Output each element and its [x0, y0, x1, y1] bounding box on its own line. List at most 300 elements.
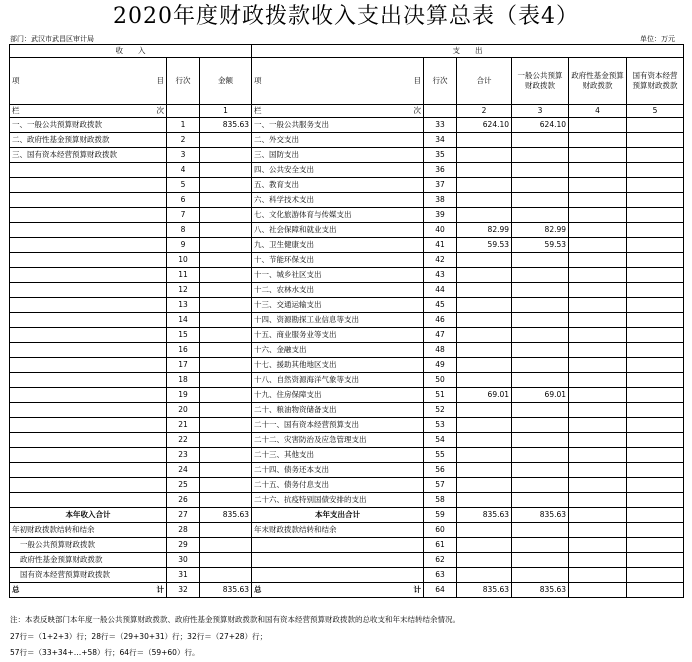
income-item-label	[10, 373, 167, 388]
expense-header: 支 出	[252, 45, 684, 58]
income-row-number: 23	[167, 448, 200, 463]
expense-general-budget	[512, 208, 569, 223]
empty-cell	[627, 508, 684, 523]
income-row-number: 32	[167, 583, 200, 598]
expense-fund-budget	[569, 418, 627, 433]
income-row-number: 1	[167, 118, 200, 133]
expense-item-label: 四、公共安全支出	[252, 163, 424, 178]
expense-fund-budget	[569, 178, 627, 193]
expense-fund-budget	[569, 478, 627, 493]
expense-total	[457, 358, 512, 373]
income-amount	[200, 433, 252, 448]
income-amount	[200, 208, 252, 223]
income-item-label	[10, 208, 167, 223]
income-amount	[200, 478, 252, 493]
expense-item-label: 五、教育支出	[252, 178, 424, 193]
income-amount	[200, 193, 252, 208]
income-grand-total-amount: 835.63	[200, 583, 252, 598]
expense-general-budget	[512, 268, 569, 283]
expense-row-number: 51	[424, 388, 457, 403]
table-row	[10, 133, 684, 148]
column-index-row	[10, 105, 684, 118]
income-item-label: 二、政府性基金预算财政拨款	[10, 133, 167, 148]
expense-state-capital	[627, 358, 684, 373]
income-item-label	[10, 223, 167, 238]
expense-state-capital	[627, 493, 684, 508]
expense-state-capital	[627, 283, 684, 298]
income-row-number: 16	[167, 343, 200, 358]
expense-carryover-label	[252, 553, 424, 568]
expense-fund-budget	[569, 373, 627, 388]
expense-total	[457, 403, 512, 418]
income-item-label	[10, 328, 167, 343]
expense-carryover-label	[252, 538, 424, 553]
expense-item-label: 十七、援助其他地区支出	[252, 358, 424, 373]
expense-state-capital	[627, 148, 684, 163]
expense-general-budget	[512, 313, 569, 328]
empty-cell	[627, 583, 684, 598]
footnote-line: 57行＝（33+34+…+58）行；64行＝（59+60）行。	[10, 648, 200, 657]
expense-state-capital	[627, 133, 684, 148]
expense-total: 69.01	[457, 388, 512, 403]
empty-cell	[569, 583, 627, 598]
lanci-cell: 栏 次	[10, 105, 167, 118]
expense-row-number: 45	[424, 298, 457, 313]
income-row-number: 13	[167, 298, 200, 313]
empty-cell	[569, 523, 627, 538]
expense-state-capital	[627, 298, 684, 313]
expense-row-number: 49	[424, 358, 457, 373]
income-item-label	[10, 433, 167, 448]
expense-total	[457, 178, 512, 193]
income-row-number: 28	[167, 523, 200, 538]
expense-fund-budget	[569, 208, 627, 223]
expense-fund-budget	[569, 283, 627, 298]
expense-total	[457, 478, 512, 493]
empty-cell	[200, 553, 252, 568]
expense-row-number: 36	[424, 163, 457, 178]
expense-total: 82.99	[457, 223, 512, 238]
expense-fund-budget	[569, 343, 627, 358]
empty-cell	[457, 568, 512, 583]
expense-total	[457, 343, 512, 358]
col-index-4: 4	[569, 105, 627, 118]
expense-general-budget: 624.10	[512, 118, 569, 133]
income-row-number: 14	[167, 313, 200, 328]
empty-cell	[457, 523, 512, 538]
fund-budget-header: 政府性基金预算财政拨款	[569, 58, 627, 105]
income-amount: 835.63	[200, 118, 252, 133]
expense-general-budget: 82.99	[512, 223, 569, 238]
expense-fund-budget	[569, 253, 627, 268]
expense-item-label: 三、国防支出	[252, 148, 424, 163]
expense-total	[457, 493, 512, 508]
expense-item-label: 十一、城乡社区支出	[252, 268, 424, 283]
col-index-3: 3	[512, 105, 569, 118]
table-row	[10, 433, 684, 448]
expense-state-capital	[627, 118, 684, 133]
income-row-number: 22	[167, 433, 200, 448]
table-row	[10, 178, 684, 193]
expense-total	[457, 193, 512, 208]
table-row	[10, 328, 684, 343]
income-item-label	[10, 463, 167, 478]
expense-item-label: 二十二、灾害防治及应急管理支出	[252, 433, 424, 448]
lanci-cell: 栏 次	[252, 105, 424, 118]
expense-row-number: 58	[424, 493, 457, 508]
expense-general-budget	[512, 193, 569, 208]
expense-state-capital	[627, 388, 684, 403]
expense-row-number: 61	[424, 538, 457, 553]
expense-state-capital	[627, 478, 684, 493]
income-item-label	[10, 403, 167, 418]
income-item-label	[10, 193, 167, 208]
expense-item-label: 十五、商业服务业等支出	[252, 328, 424, 343]
expense-row-number: 47	[424, 328, 457, 343]
income-carryover-label: 政府性基金预算财政拨款	[10, 553, 167, 568]
empty-cell	[200, 538, 252, 553]
income-amount	[200, 238, 252, 253]
expense-row-number: 62	[424, 553, 457, 568]
expense-item-label: 二十六、抗疫特别国债安排的支出	[252, 493, 424, 508]
income-item-label	[10, 493, 167, 508]
expense-item-label: 十八、自然资源海洋气象等支出	[252, 373, 424, 388]
income-item-label: 三、国有资本经营预算财政拨款	[10, 148, 167, 163]
expense-row-number: 39	[424, 208, 457, 223]
expense-row-number: 37	[424, 178, 457, 193]
table-row	[10, 253, 684, 268]
expense-total	[457, 283, 512, 298]
empty-cell	[512, 568, 569, 583]
table-row	[10, 373, 684, 388]
expense-state-capital	[627, 163, 684, 178]
expense-total	[457, 418, 512, 433]
expense-row-number: 48	[424, 343, 457, 358]
expense-row-number: 35	[424, 148, 457, 163]
expense-general-budget	[512, 283, 569, 298]
expense-row-number: 42	[424, 253, 457, 268]
expense-state-capital	[627, 313, 684, 328]
table-row	[10, 343, 684, 358]
expense-row-number: 63	[424, 568, 457, 583]
expense-row-number: 43	[424, 268, 457, 283]
expense-item-label: 二十一、国有资本经营预算支出	[252, 418, 424, 433]
empty-cell	[569, 553, 627, 568]
expense-row-number: 59	[424, 508, 457, 523]
header-row-columns	[10, 58, 684, 105]
income-carryover-label: 国有资本经营预算财政拨款	[10, 568, 167, 583]
income-row-number: 31	[167, 568, 200, 583]
table-row	[10, 298, 684, 313]
expense-item-label: 六、科学技术支出	[252, 193, 424, 208]
expense-state-capital	[627, 223, 684, 238]
empty-cell	[457, 538, 512, 553]
income-row-number: 4	[167, 163, 200, 178]
general-budget-header: 一般公共预算财政拨款	[512, 58, 569, 105]
expense-general-budget	[512, 253, 569, 268]
expense-subtotal-general: 835.63	[512, 508, 569, 523]
income-amount	[200, 163, 252, 178]
income-row-number: 2	[167, 133, 200, 148]
empty-cell	[627, 568, 684, 583]
carryover-row	[10, 568, 684, 583]
income-row-number: 20	[167, 403, 200, 418]
expense-rowno-header: 行次	[424, 58, 457, 105]
income-amount	[200, 223, 252, 238]
income-item-label: 一、一般公共预算财政拨款	[10, 118, 167, 133]
expense-row-number: 38	[424, 193, 457, 208]
expense-row-number: 56	[424, 463, 457, 478]
unit-label: 单位：万元	[640, 35, 675, 43]
income-amount	[200, 298, 252, 313]
empty-cell	[512, 538, 569, 553]
expense-row-number: 64	[424, 583, 457, 598]
income-row-number: 9	[167, 238, 200, 253]
income-row-number: 6	[167, 193, 200, 208]
expense-fund-budget	[569, 433, 627, 448]
income-amount	[200, 343, 252, 358]
expense-general-budget	[512, 373, 569, 388]
income-item-label	[10, 298, 167, 313]
expense-total	[457, 253, 512, 268]
expense-general-budget	[512, 448, 569, 463]
subtotal-row	[10, 508, 684, 523]
expense-fund-budget	[569, 493, 627, 508]
income-row-number: 29	[167, 538, 200, 553]
expense-state-capital	[627, 238, 684, 253]
income-row-number: 10	[167, 253, 200, 268]
expense-item-header: 项 目	[252, 58, 424, 105]
table-row	[10, 478, 684, 493]
expense-row-number: 46	[424, 313, 457, 328]
expense-state-capital	[627, 208, 684, 223]
income-amount	[200, 148, 252, 163]
table-row	[10, 238, 684, 253]
expense-item-label: 二十、粮油物资储备支出	[252, 403, 424, 418]
income-row-number: 11	[167, 268, 200, 283]
empty-cell	[569, 538, 627, 553]
expense-state-capital	[627, 328, 684, 343]
income-row-number: 7	[167, 208, 200, 223]
expense-item-label: 十二、农林水支出	[252, 283, 424, 298]
expense-total	[457, 163, 512, 178]
table-row	[10, 223, 684, 238]
expense-general-budget	[512, 298, 569, 313]
expense-carryover-label: 年末财政拨款结转和结余	[252, 523, 424, 538]
expense-fund-budget	[569, 163, 627, 178]
expense-carryover-label	[252, 568, 424, 583]
expense-row-number: 55	[424, 448, 457, 463]
income-amount	[200, 313, 252, 328]
expense-item-label: 二十三、其他支出	[252, 448, 424, 463]
empty-cell	[627, 553, 684, 568]
income-row-number: 17	[167, 358, 200, 373]
expense-fund-budget	[569, 328, 627, 343]
expense-fund-budget	[569, 298, 627, 313]
income-item-label	[10, 253, 167, 268]
income-row-number: 15	[167, 328, 200, 343]
expense-subtotal-label: 本年支出合计	[252, 508, 424, 523]
expense-item-label: 七、文化旅游体育与传媒支出	[252, 208, 424, 223]
income-carryover-label: 年初财政拨款结转和结余	[10, 523, 167, 538]
expense-general-budget	[512, 463, 569, 478]
income-amount	[200, 178, 252, 193]
expense-fund-budget	[569, 313, 627, 328]
expense-fund-budget	[569, 238, 627, 253]
expense-total	[457, 328, 512, 343]
income-item-label	[10, 388, 167, 403]
income-amount-header: 金额	[200, 58, 252, 105]
empty-cell	[512, 523, 569, 538]
income-subtotal-amount: 835.63	[200, 508, 252, 523]
income-row-number: 27	[167, 508, 200, 523]
empty-cell	[200, 568, 252, 583]
expense-fund-budget	[569, 403, 627, 418]
empty-cell	[627, 538, 684, 553]
col-index-1: 1	[200, 105, 252, 118]
expense-general-budget	[512, 133, 569, 148]
expense-fund-budget	[569, 448, 627, 463]
expense-row-number: 34	[424, 133, 457, 148]
income-row-number: 18	[167, 373, 200, 388]
income-item-label	[10, 478, 167, 493]
expense-item-label: 一、一般公共服务支出	[252, 118, 424, 133]
expense-total	[457, 448, 512, 463]
income-item-header: 项 目	[10, 58, 167, 105]
income-grand-total-label: 总 计	[10, 583, 167, 598]
expense-state-capital	[627, 373, 684, 388]
table-row	[10, 208, 684, 223]
expense-grand-total: 835.63	[457, 583, 512, 598]
expense-fund-budget	[569, 388, 627, 403]
expense-grand-total-label: 总 计	[252, 583, 424, 598]
expense-total	[457, 463, 512, 478]
expense-item-label: 二十五、债务付息支出	[252, 478, 424, 493]
expense-fund-budget	[569, 148, 627, 163]
grand-total-row	[10, 583, 684, 598]
expense-fund-budget	[569, 358, 627, 373]
income-row-number: 25	[167, 478, 200, 493]
income-item-label	[10, 448, 167, 463]
carryover-row	[10, 538, 684, 553]
expense-item-label: 八、社会保障和就业支出	[252, 223, 424, 238]
income-item-label	[10, 358, 167, 373]
income-header: 收 入	[10, 45, 252, 58]
expense-item-label: 十、节能环保支出	[252, 253, 424, 268]
expense-general-budget	[512, 163, 569, 178]
table-row	[10, 193, 684, 208]
expense-state-capital	[627, 418, 684, 433]
empty-cell	[569, 568, 627, 583]
income-amount	[200, 388, 252, 403]
expense-grand-general: 835.63	[512, 583, 569, 598]
expense-state-capital	[627, 343, 684, 358]
footnote-line: 注：本表反映部门本年度一般公共预算财政拨款、政府性基金预算财政拨款和国有资本经营预算财政拨款的总收支和年末结转结余情况。	[10, 615, 460, 624]
expense-item-label: 十四、资源勘探工业信息等支出	[252, 313, 424, 328]
expense-general-budget	[512, 178, 569, 193]
total-header: 合计	[457, 58, 512, 105]
index-empty	[167, 105, 200, 118]
income-item-label	[10, 283, 167, 298]
expense-general-budget: 69.01	[512, 388, 569, 403]
col-index-2: 2	[457, 105, 512, 118]
expense-fund-budget	[569, 133, 627, 148]
income-item-label	[10, 178, 167, 193]
expense-row-number: 44	[424, 283, 457, 298]
empty-cell	[457, 553, 512, 568]
expense-item-label: 二、外交支出	[252, 133, 424, 148]
expense-state-capital	[627, 268, 684, 283]
income-row-number: 19	[167, 388, 200, 403]
table-row	[10, 448, 684, 463]
expense-state-capital	[627, 448, 684, 463]
expense-state-capital	[627, 433, 684, 448]
expense-state-capital	[627, 463, 684, 478]
expense-subtotal-total: 835.63	[457, 508, 512, 523]
table-row	[10, 283, 684, 298]
col-index-5: 5	[627, 105, 684, 118]
income-rowno-header: 行次	[167, 58, 200, 105]
empty-cell	[627, 523, 684, 538]
income-amount	[200, 328, 252, 343]
expense-general-budget	[512, 358, 569, 373]
budget-table	[9, 44, 684, 598]
expense-total	[457, 133, 512, 148]
income-item-label	[10, 343, 167, 358]
expense-state-capital	[627, 193, 684, 208]
expense-total	[457, 373, 512, 388]
income-row-number: 5	[167, 178, 200, 193]
income-amount	[200, 133, 252, 148]
income-item-label	[10, 268, 167, 283]
table-row	[10, 163, 684, 178]
expense-general-budget	[512, 478, 569, 493]
income-carryover-label: 一般公共预算财政拨款	[10, 538, 167, 553]
expense-general-budget	[512, 328, 569, 343]
expense-fund-budget	[569, 223, 627, 238]
income-amount	[200, 493, 252, 508]
income-amount	[200, 403, 252, 418]
expense-row-number: 60	[424, 523, 457, 538]
expense-item-label: 九、卫生健康支出	[252, 238, 424, 253]
state-capital-header: 国有资本经营预算财政拨款	[627, 58, 684, 105]
income-amount	[200, 448, 252, 463]
expense-total: 59.53	[457, 238, 512, 253]
income-item-label	[10, 313, 167, 328]
index-empty	[424, 105, 457, 118]
expense-item-label: 十九、住房保障支出	[252, 388, 424, 403]
expense-row-number: 41	[424, 238, 457, 253]
expense-total	[457, 268, 512, 283]
table-row	[10, 148, 684, 163]
report-title: 2020年度财政拨款收入支出决算总表（表4）	[113, 4, 579, 29]
expense-general-budget	[512, 433, 569, 448]
expense-total	[457, 208, 512, 223]
expense-item-label: 二十四、债务还本支出	[252, 463, 424, 478]
income-item-label	[10, 163, 167, 178]
expense-row-number: 40	[424, 223, 457, 238]
income-row-number: 30	[167, 553, 200, 568]
expense-row-number: 53	[424, 418, 457, 433]
expense-total	[457, 433, 512, 448]
expense-state-capital	[627, 253, 684, 268]
expense-row-number: 52	[424, 403, 457, 418]
expense-general-budget	[512, 343, 569, 358]
income-row-number: 3	[167, 148, 200, 163]
expense-total: 624.10	[457, 118, 512, 133]
empty-cell	[512, 553, 569, 568]
income-item-label	[10, 238, 167, 253]
